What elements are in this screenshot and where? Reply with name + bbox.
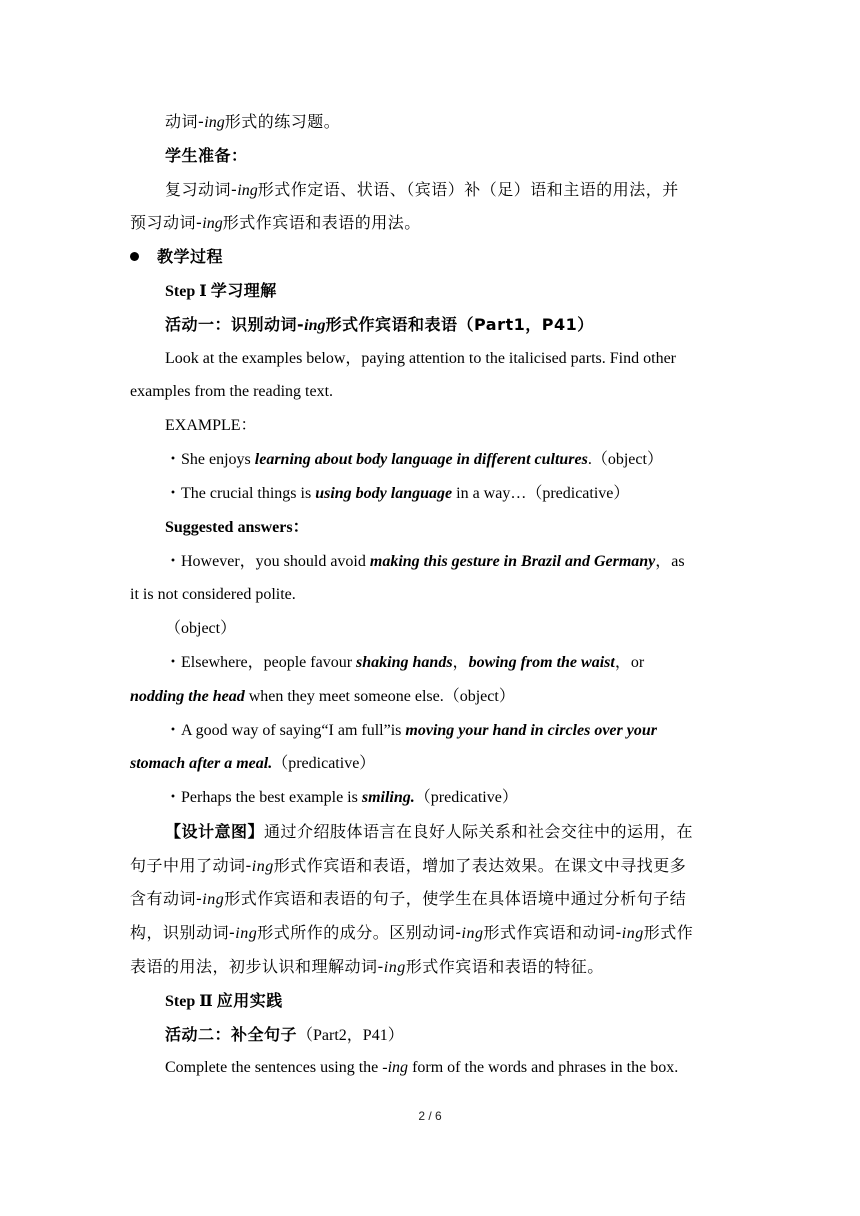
- step-label: Step: [165, 993, 196, 1010]
- text-span: 形式作宾语和表语，增加了表达效果。在课文中寻找更多: [273, 856, 687, 875]
- text-span: 形式作宾语和表语（Part1，P41）: [325, 315, 594, 334]
- italic-span: ing: [621, 925, 644, 942]
- bold-italic-span: stomach after a meal.: [130, 755, 273, 772]
- bold-italic-span: nodding the head: [130, 688, 245, 705]
- italic-span: ing: [387, 1059, 409, 1076]
- text-span: 句子中用了动词-: [130, 856, 252, 875]
- text-line: [165, 179, 765, 202]
- design-intent-label: 【设计意图】: [165, 822, 265, 841]
- text-span: 形式所作的成分。区别动词-: [257, 923, 462, 942]
- text-span: ・The crucial things is: [165, 485, 316, 502]
- text-line: [130, 922, 730, 945]
- text-span: ，as: [655, 553, 685, 570]
- text-span: 含有动词-: [130, 889, 203, 908]
- step-label: Step: [165, 283, 196, 300]
- bold-italic-span: making this gesture in Brazil and Germany: [369, 553, 656, 570]
- italic-span: ing: [251, 858, 274, 875]
- text-line: （object）: [165, 620, 237, 637]
- design-intent-paragraph: [165, 821, 765, 843]
- italic-span: ing: [461, 925, 484, 942]
- bold-italic-span: bowing from the waist: [468, 654, 615, 671]
- step-title: 应用实践: [216, 991, 283, 1010]
- text-span: 预习动词-: [130, 213, 203, 232]
- bold-italic-span: moving your hand in circles over your: [405, 722, 657, 739]
- italic-span: ing: [202, 891, 225, 908]
- text-span: ・She enjoys: [165, 451, 255, 468]
- bold-italic-span: shaking hands: [356, 654, 453, 671]
- text-line: [165, 111, 765, 134]
- bold-italic-span: using body language: [315, 485, 453, 502]
- step-numeral: Ⅰ: [199, 283, 207, 300]
- text-span: .（object）: [587, 451, 663, 468]
- example-item: [165, 449, 765, 471]
- example-label: EXAMPLE：: [165, 417, 257, 434]
- text-span: 形式作宾语和表语的句子，使学生在具体语境中通过分析句子结: [224, 889, 687, 908]
- text-span: when they meet someone else.（object）: [244, 688, 515, 705]
- step-heading: [165, 280, 765, 303]
- italic-span: ing: [202, 215, 223, 232]
- activity-heading: [165, 314, 765, 337]
- text-line: Look at the examples below，paying attention to the italicised parts. Find other: [165, 350, 676, 367]
- text-span: in a way…（predicative）: [452, 485, 630, 502]
- text-span: 活动一：识别动词-: [165, 315, 305, 334]
- text-span: 形式作定语、状语、（宾语）补（足）语和主语的用法，并: [257, 180, 679, 199]
- text-line: [130, 686, 730, 708]
- text-span: ・However，you should avoid: [165, 553, 370, 570]
- text-span: 动词-: [165, 112, 205, 131]
- text-line: [130, 753, 730, 775]
- text-span: 构，识别动词-: [130, 923, 236, 942]
- answer-item: [165, 652, 765, 674]
- text-span: ・Elsewhere，people favour: [165, 654, 357, 671]
- suggested-answers-label: Suggested answers：: [165, 519, 309, 536]
- text-span: 表语的用法，初步认识和理解动词-: [130, 957, 384, 976]
- text-span: 形式作宾语和动词-: [483, 923, 622, 942]
- text-line: it is not considered polite.: [130, 586, 296, 603]
- bullet-icon: [130, 252, 139, 261]
- text-span: form of the words and phrases in the box.: [408, 1059, 679, 1076]
- text-span: ，: [452, 654, 469, 671]
- text-line: [130, 212, 730, 235]
- step-title: 学习理解: [210, 281, 277, 300]
- text-span: 形式作宾语和表语的用法。: [222, 213, 421, 232]
- text-span: Complete the sentences using the -: [165, 1059, 388, 1076]
- section-heading-student-prep: 学生准备：: [165, 146, 248, 165]
- answer-item: [165, 720, 765, 742]
- activity-title: 活动二：补全句子: [165, 1025, 298, 1044]
- text-span: ・Perhaps the best example is: [165, 789, 362, 806]
- italic-span: ing: [235, 925, 258, 942]
- step-numeral: Ⅱ: [199, 993, 213, 1010]
- text-span: （predicative）: [414, 789, 518, 806]
- bold-italic-span: learning about body language in different cultures: [254, 451, 588, 468]
- text-span: 复习动词-: [165, 180, 238, 199]
- step-heading: [165, 990, 765, 1013]
- text-span: 形式作宾语和表语的特征。: [405, 957, 604, 976]
- text-span: 通过介绍肢体语言在良好人际关系和社会交往中的运用，在: [264, 822, 694, 841]
- answer-item: [165, 787, 765, 809]
- text-line: examples from the reading text.: [130, 383, 334, 400]
- answer-item: [165, 551, 765, 573]
- heading-text: 教学过程: [157, 247, 224, 266]
- activity-heading: [165, 1024, 765, 1047]
- bold-italic-span: smiling.: [361, 789, 415, 806]
- italic-span: ing: [237, 182, 258, 199]
- example-item: [165, 483, 765, 505]
- section-heading-teaching-process: [130, 246, 730, 268]
- text-span: ・A good way of saying“I am full”is: [165, 722, 406, 739]
- text-line: [130, 956, 730, 979]
- italic-span: ing: [304, 317, 326, 334]
- text-line: [130, 855, 730, 878]
- text-span: （predicative）: [272, 755, 376, 772]
- page-number: 2 / 6: [418, 1109, 442, 1123]
- text-line: [165, 1057, 765, 1079]
- text-span: 形式作: [643, 923, 694, 942]
- text-span: ，or: [614, 654, 645, 671]
- text-line: [130, 888, 730, 911]
- italic-span: ing: [383, 959, 406, 976]
- text-span: 形式的练习题。: [224, 112, 341, 131]
- italic-span: ing: [204, 114, 225, 131]
- text-span: （Part2，P41）: [297, 1027, 404, 1044]
